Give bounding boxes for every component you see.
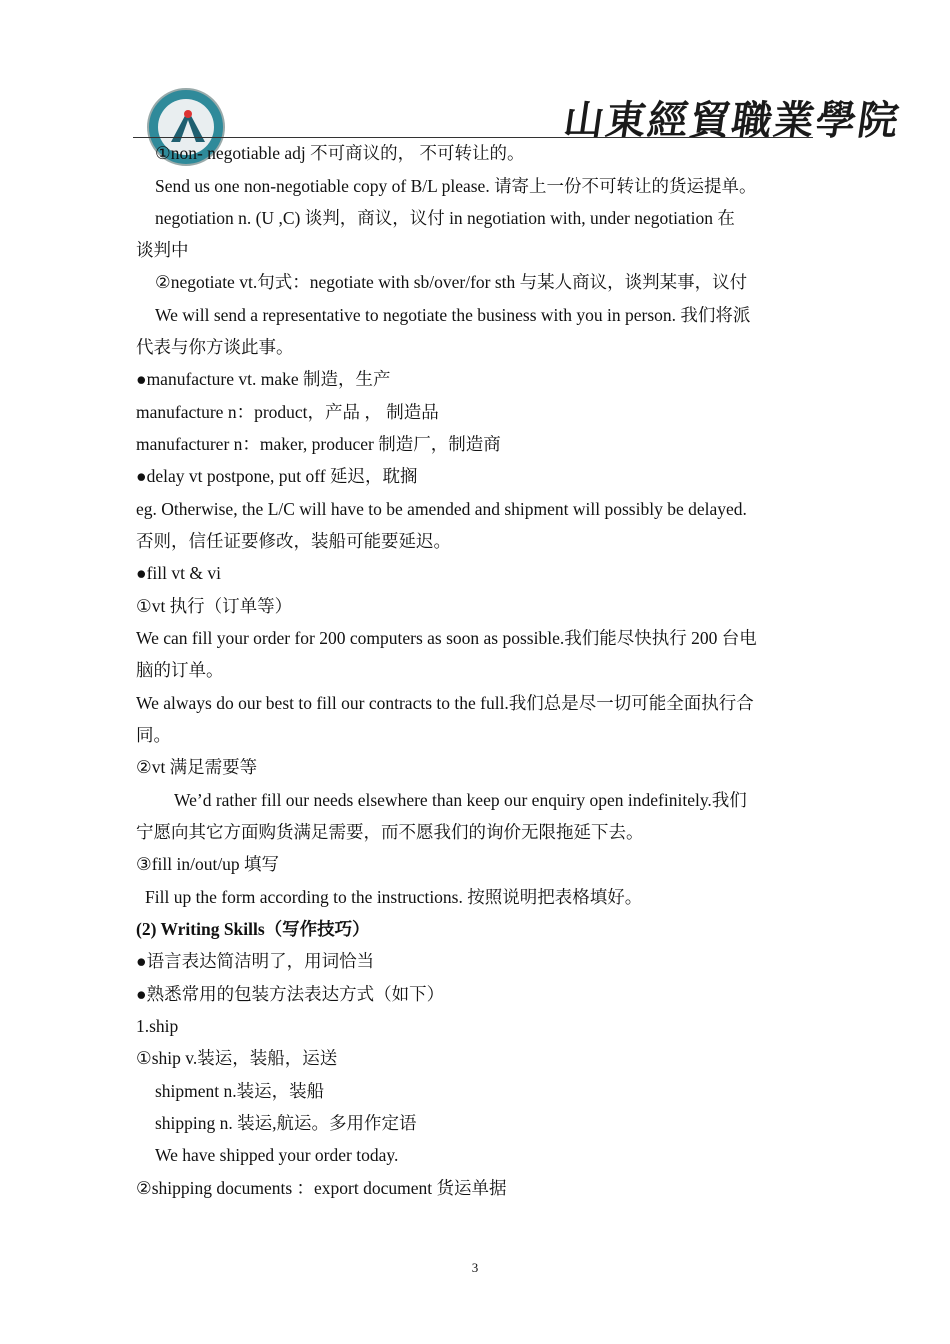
text-line: 1.ship <box>136 1016 179 1036</box>
text-line: ●delay vt postpone, put off 延迟，耽搁 <box>136 466 418 486</box>
text-line: We will send a representative to negotiate the business with you in person. 我们将派 <box>155 305 751 325</box>
text-line: eg. Otherwise, the L/C will have to be amended and shipment will possibly be delayed. <box>136 499 747 519</box>
text-line: 同。 <box>136 725 171 745</box>
text-line: shipping n. 装运,航运。多用作定语 <box>155 1113 417 1133</box>
text-line: We’d rather fill our needs elsewhere than keep our enquiry open indefinitely.我们 <box>174 790 747 810</box>
text-line: 代表与你方谈此事。 <box>136 337 294 357</box>
text-line: Fill up the form according to the instructions. 按照说明把表格填好。 <box>145 887 643 907</box>
text-line: Send us one non-negotiable copy of B/L please. 请寄上一份不可转让的货运提单。 <box>155 176 757 196</box>
header-rule <box>133 137 813 138</box>
text-line: ②vt 满足需要等 <box>136 757 258 777</box>
section-heading: (2) Writing Skills（写作技巧） <box>136 919 370 939</box>
text-line: ●fill vt & vi <box>136 563 221 583</box>
text-line: ●语言表达简洁明了，用词恰当 <box>136 951 375 971</box>
text-line: 宁愿向其它方面购货满足需要，而不愿我们的询价无限拖延下去。 <box>136 822 644 842</box>
text-line: manufacture n：product，产品 ， 制造品 <box>136 402 439 422</box>
text-line: ②negotiate vt.句式：negotiate with sb/over/for sth 与某人商议，谈判某事，议付 <box>155 272 748 292</box>
text-line: 否则，信任证要修改，装船可能要延迟。 <box>136 531 451 551</box>
text-line: ①non- negotiable adj 不可商议的， 不可转让的。 <box>155 143 525 163</box>
text-line: ①ship v.装运，装船，运送 <box>136 1048 338 1068</box>
text-line: ②shipping documents ：export document 货运单据 <box>136 1178 507 1198</box>
text-line: ①vt 执行（订单等） <box>136 596 293 616</box>
page-number: 3 <box>471 1260 479 1275</box>
text-line: negotiation n. (U ,C) 谈判，商议，议付 in negotiation with, under negotiation 在 <box>155 208 735 228</box>
text-line: 脑的订单。 <box>136 660 224 680</box>
text-line: We can fill your order for 200 computers as soon as possible.我们能尽快执行 200 台电 <box>136 628 757 648</box>
text-line: We always do our best to fill our contracts to the full.我们总是尽一切可能全面执行合 <box>136 693 754 713</box>
page-header <box>0 0 950 150</box>
text-line: ●熟悉常用的包装方法表达方式（如下） <box>136 984 445 1004</box>
text-line: 谈判中 <box>136 240 189 260</box>
text-line: manufacturer n：maker, producer 制造厂，制造商 <box>136 434 501 454</box>
text-line: shipment n.装运，装船 <box>155 1081 325 1101</box>
text-line: ●manufacture vt. make 制造，生产 <box>136 369 391 389</box>
school-name-banner: 山東經貿職業學院 <box>560 97 904 144</box>
text-line: We have shipped your order today. <box>155 1145 399 1165</box>
text-line: ③fill in/out/up 填写 <box>136 854 280 874</box>
